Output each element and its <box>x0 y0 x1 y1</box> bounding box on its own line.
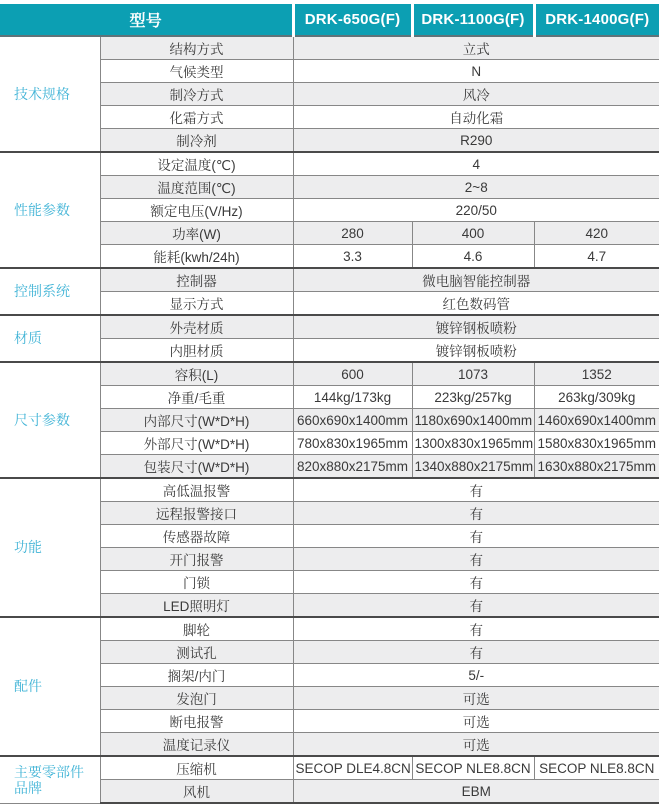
value-cell: 4.7 <box>534 245 659 269</box>
param-label-cell: 制冷剂 <box>100 129 293 153</box>
value-cell: 4.6 <box>412 245 534 269</box>
value-cell: 1580x830x1965mm <box>534 432 659 455</box>
param-label-cell: 内部尺寸(W*D*H) <box>100 409 293 432</box>
value-cell: 有 <box>293 641 659 664</box>
value-cell: 有 <box>293 617 659 641</box>
value-cell: 可选 <box>293 733 659 757</box>
value-cell: 有 <box>293 525 659 548</box>
category-cell: 控制系统 <box>0 268 100 315</box>
value-cell: SECOP NLE8.8CN <box>412 756 534 780</box>
category-cell: 尺寸参数 <box>0 362 100 478</box>
spec-row <box>0 478 659 502</box>
param-label-cell: 额定电压(V/Hz) <box>100 199 293 222</box>
param-label-cell: 结构方式 <box>100 36 293 60</box>
value-cell: 1340x880x2175mm <box>412 455 534 479</box>
value-cell: 1630x880x2175mm <box>534 455 659 479</box>
param-label-cell: 断电报警 <box>100 710 293 733</box>
param-label-cell: 高低温报警 <box>100 478 293 502</box>
param-label-cell: 门锁 <box>100 571 293 594</box>
param-label-cell: 包装尺寸(W*D*H) <box>100 455 293 479</box>
value-cell: SECOP DLE4.8CN <box>293 756 412 780</box>
value-cell: 1352 <box>534 362 659 386</box>
spec-row <box>0 315 659 339</box>
value-cell: 有 <box>293 502 659 525</box>
category-cell: 配件 <box>0 617 100 756</box>
value-cell: 400 <box>412 222 534 245</box>
value-cell: 220/50 <box>293 199 659 222</box>
spec-row <box>0 36 659 60</box>
param-label-cell: 制冷方式 <box>100 83 293 106</box>
value-cell: 有 <box>293 594 659 618</box>
value-cell: R290 <box>293 129 659 153</box>
value-cell: N <box>293 60 659 83</box>
value-cell: 2~8 <box>293 176 659 199</box>
value-cell: 镀锌钢板喷粉 <box>293 339 659 363</box>
spec-row <box>0 617 659 641</box>
param-label-cell: 压缩机 <box>100 756 293 780</box>
param-label-cell: 净重/毛重 <box>100 386 293 409</box>
param-label-cell: 气候类型 <box>100 60 293 83</box>
category-cell: 功能 <box>0 478 100 617</box>
param-label-cell: 外部尺寸(W*D*H) <box>100 432 293 455</box>
spec-table <box>0 4 659 804</box>
param-label-cell: 测试孔 <box>100 641 293 664</box>
param-label-cell: LED照明灯 <box>100 594 293 618</box>
value-cell: 4 <box>293 152 659 176</box>
param-label-cell: 搁架/内门 <box>100 664 293 687</box>
value-cell: 微电脑智能控制器 <box>293 268 659 292</box>
param-label-cell: 风机 <box>100 780 293 804</box>
param-label-cell: 内胆材质 <box>100 339 293 363</box>
category-cell: 性能参数 <box>0 152 100 268</box>
value-cell: 660x690x1400mm <box>293 409 412 432</box>
param-label-cell: 容积(L) <box>100 362 293 386</box>
param-label-cell: 功率(W) <box>100 222 293 245</box>
param-label-cell: 开门报警 <box>100 548 293 571</box>
param-label-cell: 显示方式 <box>100 292 293 316</box>
param-label-cell: 传感器故障 <box>100 525 293 548</box>
value-cell: 有 <box>293 478 659 502</box>
value-cell: 红色数码管 <box>293 292 659 316</box>
model-name-3: DRK-1400G(F) <box>534 4 659 36</box>
value-cell: 风冷 <box>293 83 659 106</box>
spec-row <box>0 362 659 386</box>
value-cell: 有 <box>293 571 659 594</box>
spec-row <box>0 152 659 176</box>
value-cell: EBM <box>293 780 659 804</box>
value-cell: 780x830x1965mm <box>293 432 412 455</box>
value-cell: 263kg/309kg <box>534 386 659 409</box>
model-name-2: DRK-1100G(F) <box>412 4 534 36</box>
model-column-header: 型号 <box>0 4 293 36</box>
spec-row <box>0 268 659 292</box>
value-cell: 镀锌钢板喷粉 <box>293 315 659 339</box>
table-header <box>0 4 659 36</box>
param-label-cell: 发泡门 <box>100 687 293 710</box>
value-cell: 280 <box>293 222 412 245</box>
param-label-cell: 控制器 <box>100 268 293 292</box>
value-cell: 3.3 <box>293 245 412 269</box>
param-label-cell: 脚轮 <box>100 617 293 641</box>
category-cell: 技术规格 <box>0 36 100 152</box>
param-label-cell: 外壳材质 <box>100 315 293 339</box>
value-cell: 立式 <box>293 36 659 60</box>
param-label-cell: 远程报警接口 <box>100 502 293 525</box>
value-cell: 5/- <box>293 664 659 687</box>
value-cell: 820x880x2175mm <box>293 455 412 479</box>
value-cell: 1300x830x1965mm <box>412 432 534 455</box>
value-cell: 223kg/257kg <box>412 386 534 409</box>
value-cell: 144kg/173kg <box>293 386 412 409</box>
category-cell: 材质 <box>0 315 100 362</box>
param-label-cell: 能耗(kwh/24h) <box>100 245 293 269</box>
param-label-cell: 设定温度(℃) <box>100 152 293 176</box>
value-cell: 420 <box>534 222 659 245</box>
param-label-cell: 化霜方式 <box>100 106 293 129</box>
value-cell: 1460x690x1400mm <box>534 409 659 432</box>
value-cell: 可选 <box>293 710 659 733</box>
value-cell: 1073 <box>412 362 534 386</box>
param-label-cell: 温度范围(℃) <box>100 176 293 199</box>
value-cell: 可选 <box>293 687 659 710</box>
value-cell: 1180x690x1400mm <box>412 409 534 432</box>
param-label-cell: 温度记录仪 <box>100 733 293 757</box>
category-cell: 主要零部件品牌 <box>0 756 100 803</box>
header-row <box>0 4 659 36</box>
model-name-1: DRK-650G(F) <box>293 4 412 36</box>
value-cell: 600 <box>293 362 412 386</box>
value-cell: 有 <box>293 548 659 571</box>
value-cell: 自动化霜 <box>293 106 659 129</box>
table-body <box>0 36 659 803</box>
spec-row <box>0 756 659 780</box>
value-cell: SECOP NLE8.8CN <box>534 756 659 780</box>
